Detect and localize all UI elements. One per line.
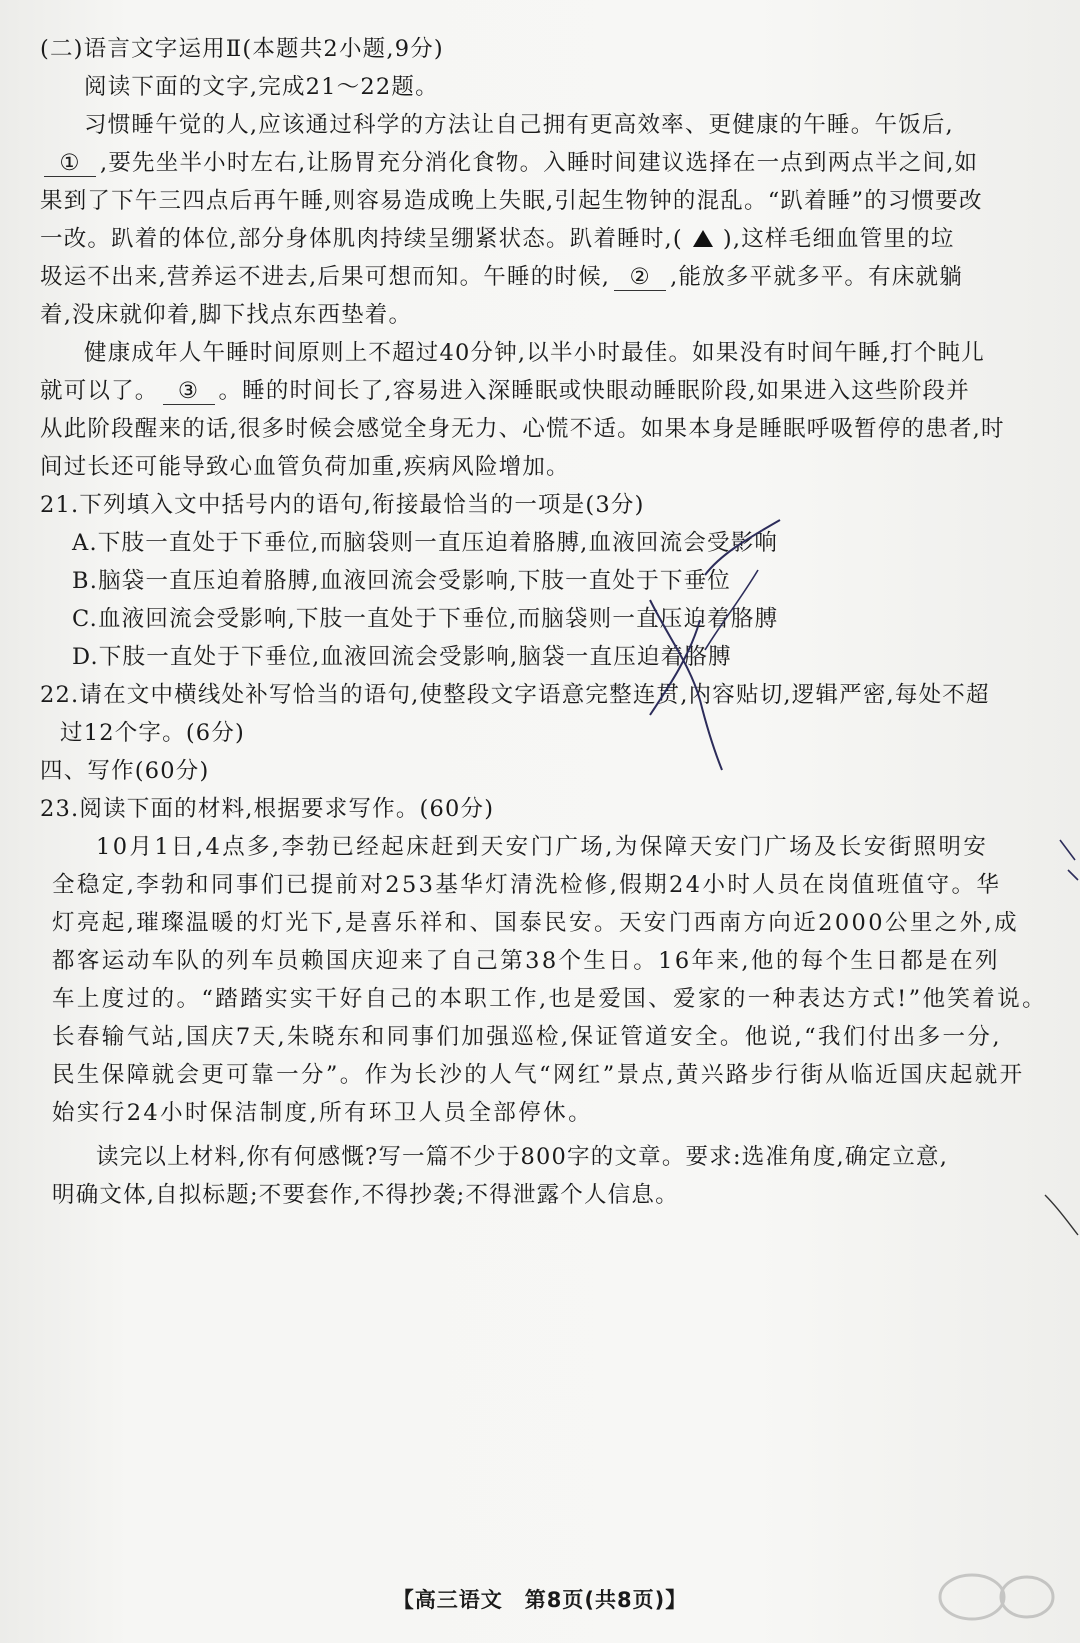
q23-material-line2: 全稳定,李勃和同事们已提前对253基华灯清洗检修,假期24小时人员在岗值班值守。华 (52, 872, 1002, 898)
watermark-logo (932, 1565, 1062, 1635)
q21-stem: 21.下列填入文中括号内的语句,衔接最恰当的一项是(3分) (40, 492, 645, 518)
section-title: (二)语言文字运用Ⅱ(本题共2小题,9分) (40, 36, 444, 62)
page-footer: 【高三语文 第8页(共8页)】 (392, 1588, 688, 1612)
triangle-icon (693, 230, 713, 247)
passage-p1-line5: 圾运不出来,营养运不进去,后果可想而知。午睡的时候, ② ,能放多平就多平。有床就躺 (40, 264, 963, 290)
q23-material-line4: 都客运动车队的列车员赖国庆迎来了自己第38个生日。16年来,他的每个生日都是在列 (52, 948, 1000, 974)
blank-2: ② (614, 264, 666, 291)
q23-material-line7: 民生保障就会更可靠一分”。作为长沙的人气“网红”景点,黄兴路步行街从临近国庆起就开 (52, 1062, 1025, 1088)
q23-material-line5: 车上度过的。“踏踏实实干好自己的本职工作,也是爱国、爱家的一种表达方式!”他笑着说。 (52, 986, 1048, 1012)
passage-p1-line1: 习惯睡午觉的人,应该通过科学的方法让自己拥有更高效率、更健康的午睡。午饭后, (84, 112, 954, 138)
q23-material-line6: 长春输气站,国庆7天,朱晓东和同事们加强巡检,保证管道安全。他说,“我们付出多一分, (52, 1024, 1002, 1050)
blank-1: ① (44, 150, 96, 177)
q22-line2: 过12个字。(6分) (60, 720, 246, 746)
q22-line1: 22.请在文中横线处补写恰当的语句,使整段文字语意完整连贯,内容贴切,逻辑严密,每处不超 (40, 682, 990, 708)
passage-p2-line1: 健康成年人午睡时间原则上不超过40分钟,以半小时最佳。如果没有时间午睡,打个盹儿 (84, 340, 985, 366)
writing-section-title: 四、写作(60分) (40, 758, 210, 784)
passage-p1-line6: 着,没床就仰着,脚下找点东西垫着。 (40, 302, 413, 328)
q23-material-line8: 始实行24小时保洁制度,所有环卫人员全部停休。 (52, 1100, 593, 1126)
page-content (40, 30, 1050, 1214)
margin-mark (1060, 840, 1078, 880)
blank-3: ③ (163, 378, 215, 405)
q21-option-a: A.下肢一直处于下垂位,而脑袋则一直压迫着胳膊,血液回流会受影响 (72, 530, 779, 556)
q23-material-line3: 灯亮起,璀璨温暖的灯光下,是喜乐祥和、国泰民安。天安门西南方向近2000公里之外,成 (52, 910, 1020, 936)
q23-requirement-line1: 读完以上材料,你有何感慨?写一篇不少于800字的文章。要求:选准角度,确定立意, (96, 1144, 949, 1170)
passage-p1-line4: 一改。趴着的体位,部分身体肌肉持续呈绷紧状态。趴着睡时,( ),这样毛细血管里的垃 (40, 226, 955, 252)
q23-stem: 23.阅读下面的材料,根据要求写作。(60分) (40, 796, 495, 822)
instruction-text: 阅读下面的文字,完成21～22题。 (84, 74, 439, 100)
passage-p2-line4: 间过长还可能导致心血管负荷加重,疾病风险增加。 (40, 454, 570, 480)
passage-p2-line2: 就可以了。 ③ 。睡的时间长了,容易进入深睡眠或快眼动睡眠阶段,如果进入这些阶段并 (40, 378, 970, 404)
q21-option-b: B.脑袋一直压迫着胳膊,血液回流会受影响,下肢一直处于下垂位 (72, 568, 731, 594)
q21-option-d: D.下肢一直处于下垂位,血液回流会受影响,脑袋一直压迫着胳膊 (72, 644, 732, 670)
passage-p2-line3: 从此阶段醒来的话,很多时候会感觉全身无力、心慌不适。如果本身是睡眠呼吸暂停的患者,时 (40, 416, 1005, 442)
passage-p1-line3: 果到了下午三四点后再午睡,则容易造成晚上失眠,引起生物钟的混乱。“趴着睡”的习惯要改 (40, 188, 983, 214)
q23-material-line1: 10月1日,4点多,李勃已经起床赶到天安门广场,为保障天安门广场及长安街照明安 (96, 834, 989, 860)
q23-requirement-line2: 明确文体,自拟标题;不要套作,不得抄袭;不得泄露个人信息。 (52, 1182, 679, 1208)
passage-p1-line2: ① ,要先坐半小时左右,让肠胃充分消化食物。入睡时间建议选择在一点到两点半之间,如 (40, 144, 1050, 182)
q21-option-c: C.血液回流会受影响,下肢一直处于下垂位,而脑袋则一直压迫着胳膊 (72, 606, 779, 632)
